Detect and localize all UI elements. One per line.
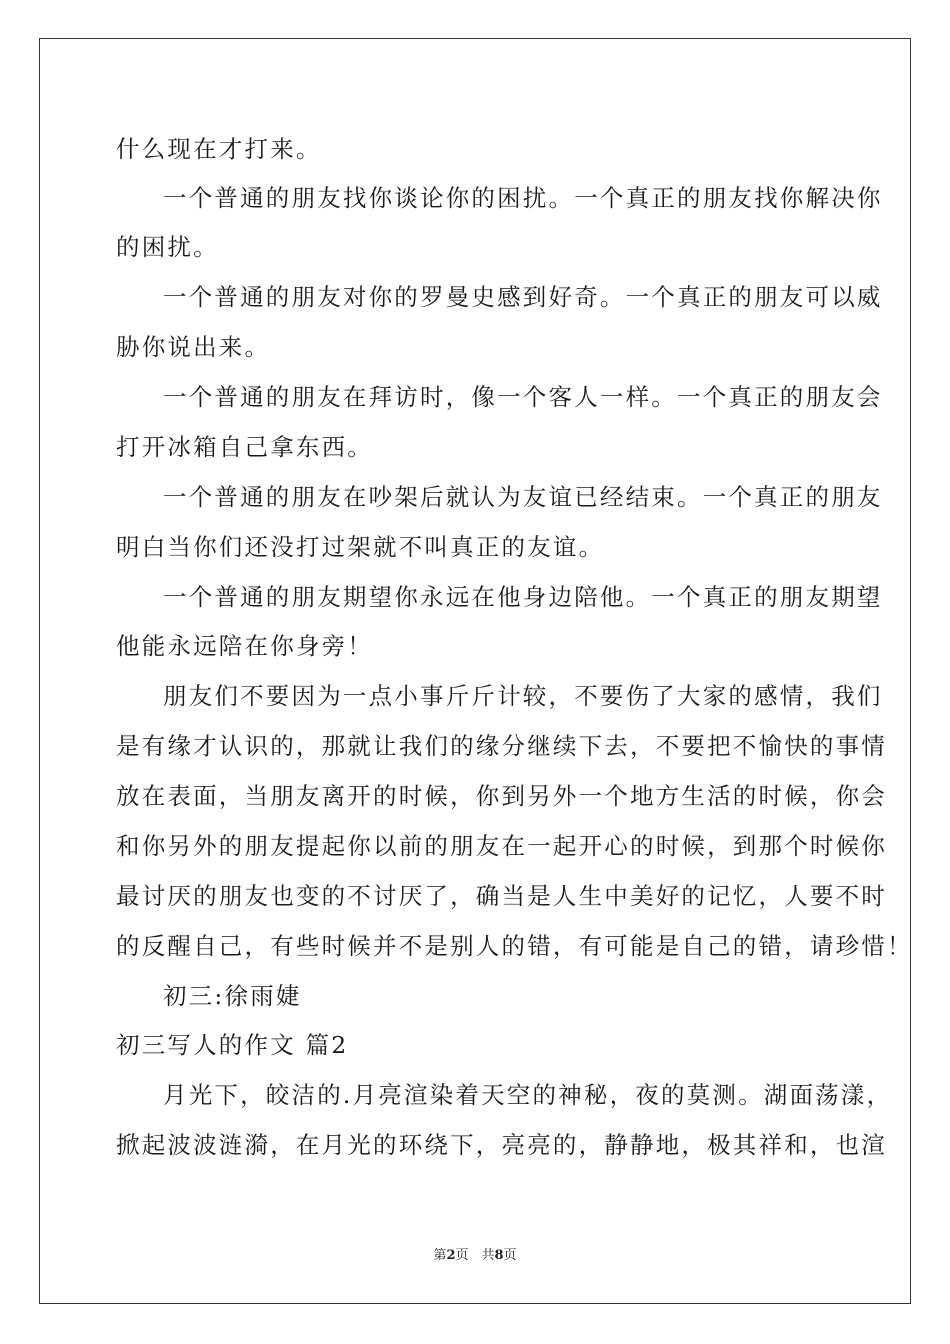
text-line: 什么现在才打来。 bbox=[116, 135, 322, 163]
text-line: 放在表面，当朋友离开的时候，你到另外一个地方生活的时候，你会 bbox=[116, 782, 887, 810]
text-line: 一个普通的朋友在拜访时，像一个客人一样。一个真正的朋友会 bbox=[163, 383, 883, 411]
text-line: 的困扰。 bbox=[116, 233, 219, 261]
text-line: 一个普通的朋友在吵架后就认为友谊已经结束。一个真正的朋友 bbox=[163, 483, 883, 511]
text-line: 他能永远陪在你身旁！ bbox=[116, 632, 373, 660]
text-line: 明白当你们还没打过架就不叫真正的友谊。 bbox=[116, 533, 605, 561]
text-line: 最讨厌的朋友也变的不讨厌了，确当是人生中美好的记忆，人要不时 bbox=[116, 882, 887, 910]
footer-suffix: 页 bbox=[503, 1248, 517, 1263]
signature-line: 初三:徐雨婕 bbox=[163, 982, 302, 1010]
text-line: 一个普通的朋友对你的罗曼史感到好奇。一个真正的朋友可以威 bbox=[163, 283, 883, 311]
footer-total-pages: 8 bbox=[494, 1248, 504, 1263]
text-line: 一个普通的朋友期望你永远在他身边陪他。一个真正的朋友期望 bbox=[163, 583, 883, 611]
footer-current-page: 2 bbox=[446, 1248, 456, 1263]
text-line: 一个普通的朋友找你谈论你的困扰。一个真正的朋友找你解决你 bbox=[163, 184, 883, 212]
page-footer bbox=[0, 1244, 950, 1263]
footer-prefix: 第 bbox=[433, 1248, 447, 1263]
text-line: 朋友们不要因为一点小事斤斤计较，不要伤了大家的感情，我们 bbox=[163, 682, 883, 710]
text-line: 胁你说出来。 bbox=[116, 333, 271, 361]
text-line: 打开冰箱自己拿东西。 bbox=[116, 433, 373, 461]
text-line: 月光下，皎洁的.月亮渲染着天空的神秘，夜的莫测。湖面荡漾， bbox=[163, 1081, 893, 1109]
text-line: 掀起波波涟漪，在月光的环绕下，亮亮的，静静地，极其祥和，也渲 bbox=[116, 1131, 887, 1159]
text-line: 是有缘才认识的，那就让我们的缘分继续下去，不要把不愉快的事情 bbox=[116, 732, 887, 760]
footer-mid: 页 共 bbox=[455, 1248, 495, 1263]
section-heading: 初三写人的作文 篇2 bbox=[116, 1031, 349, 1059]
text-line: 和你另外的朋友提起你以前的朋友在一起开心的时候，到那个时候你 bbox=[116, 832, 887, 860]
text-line: 的反醒自己，有些时候并不是别人的错，有可能是自己的错，请珍惜！ bbox=[116, 932, 913, 960]
